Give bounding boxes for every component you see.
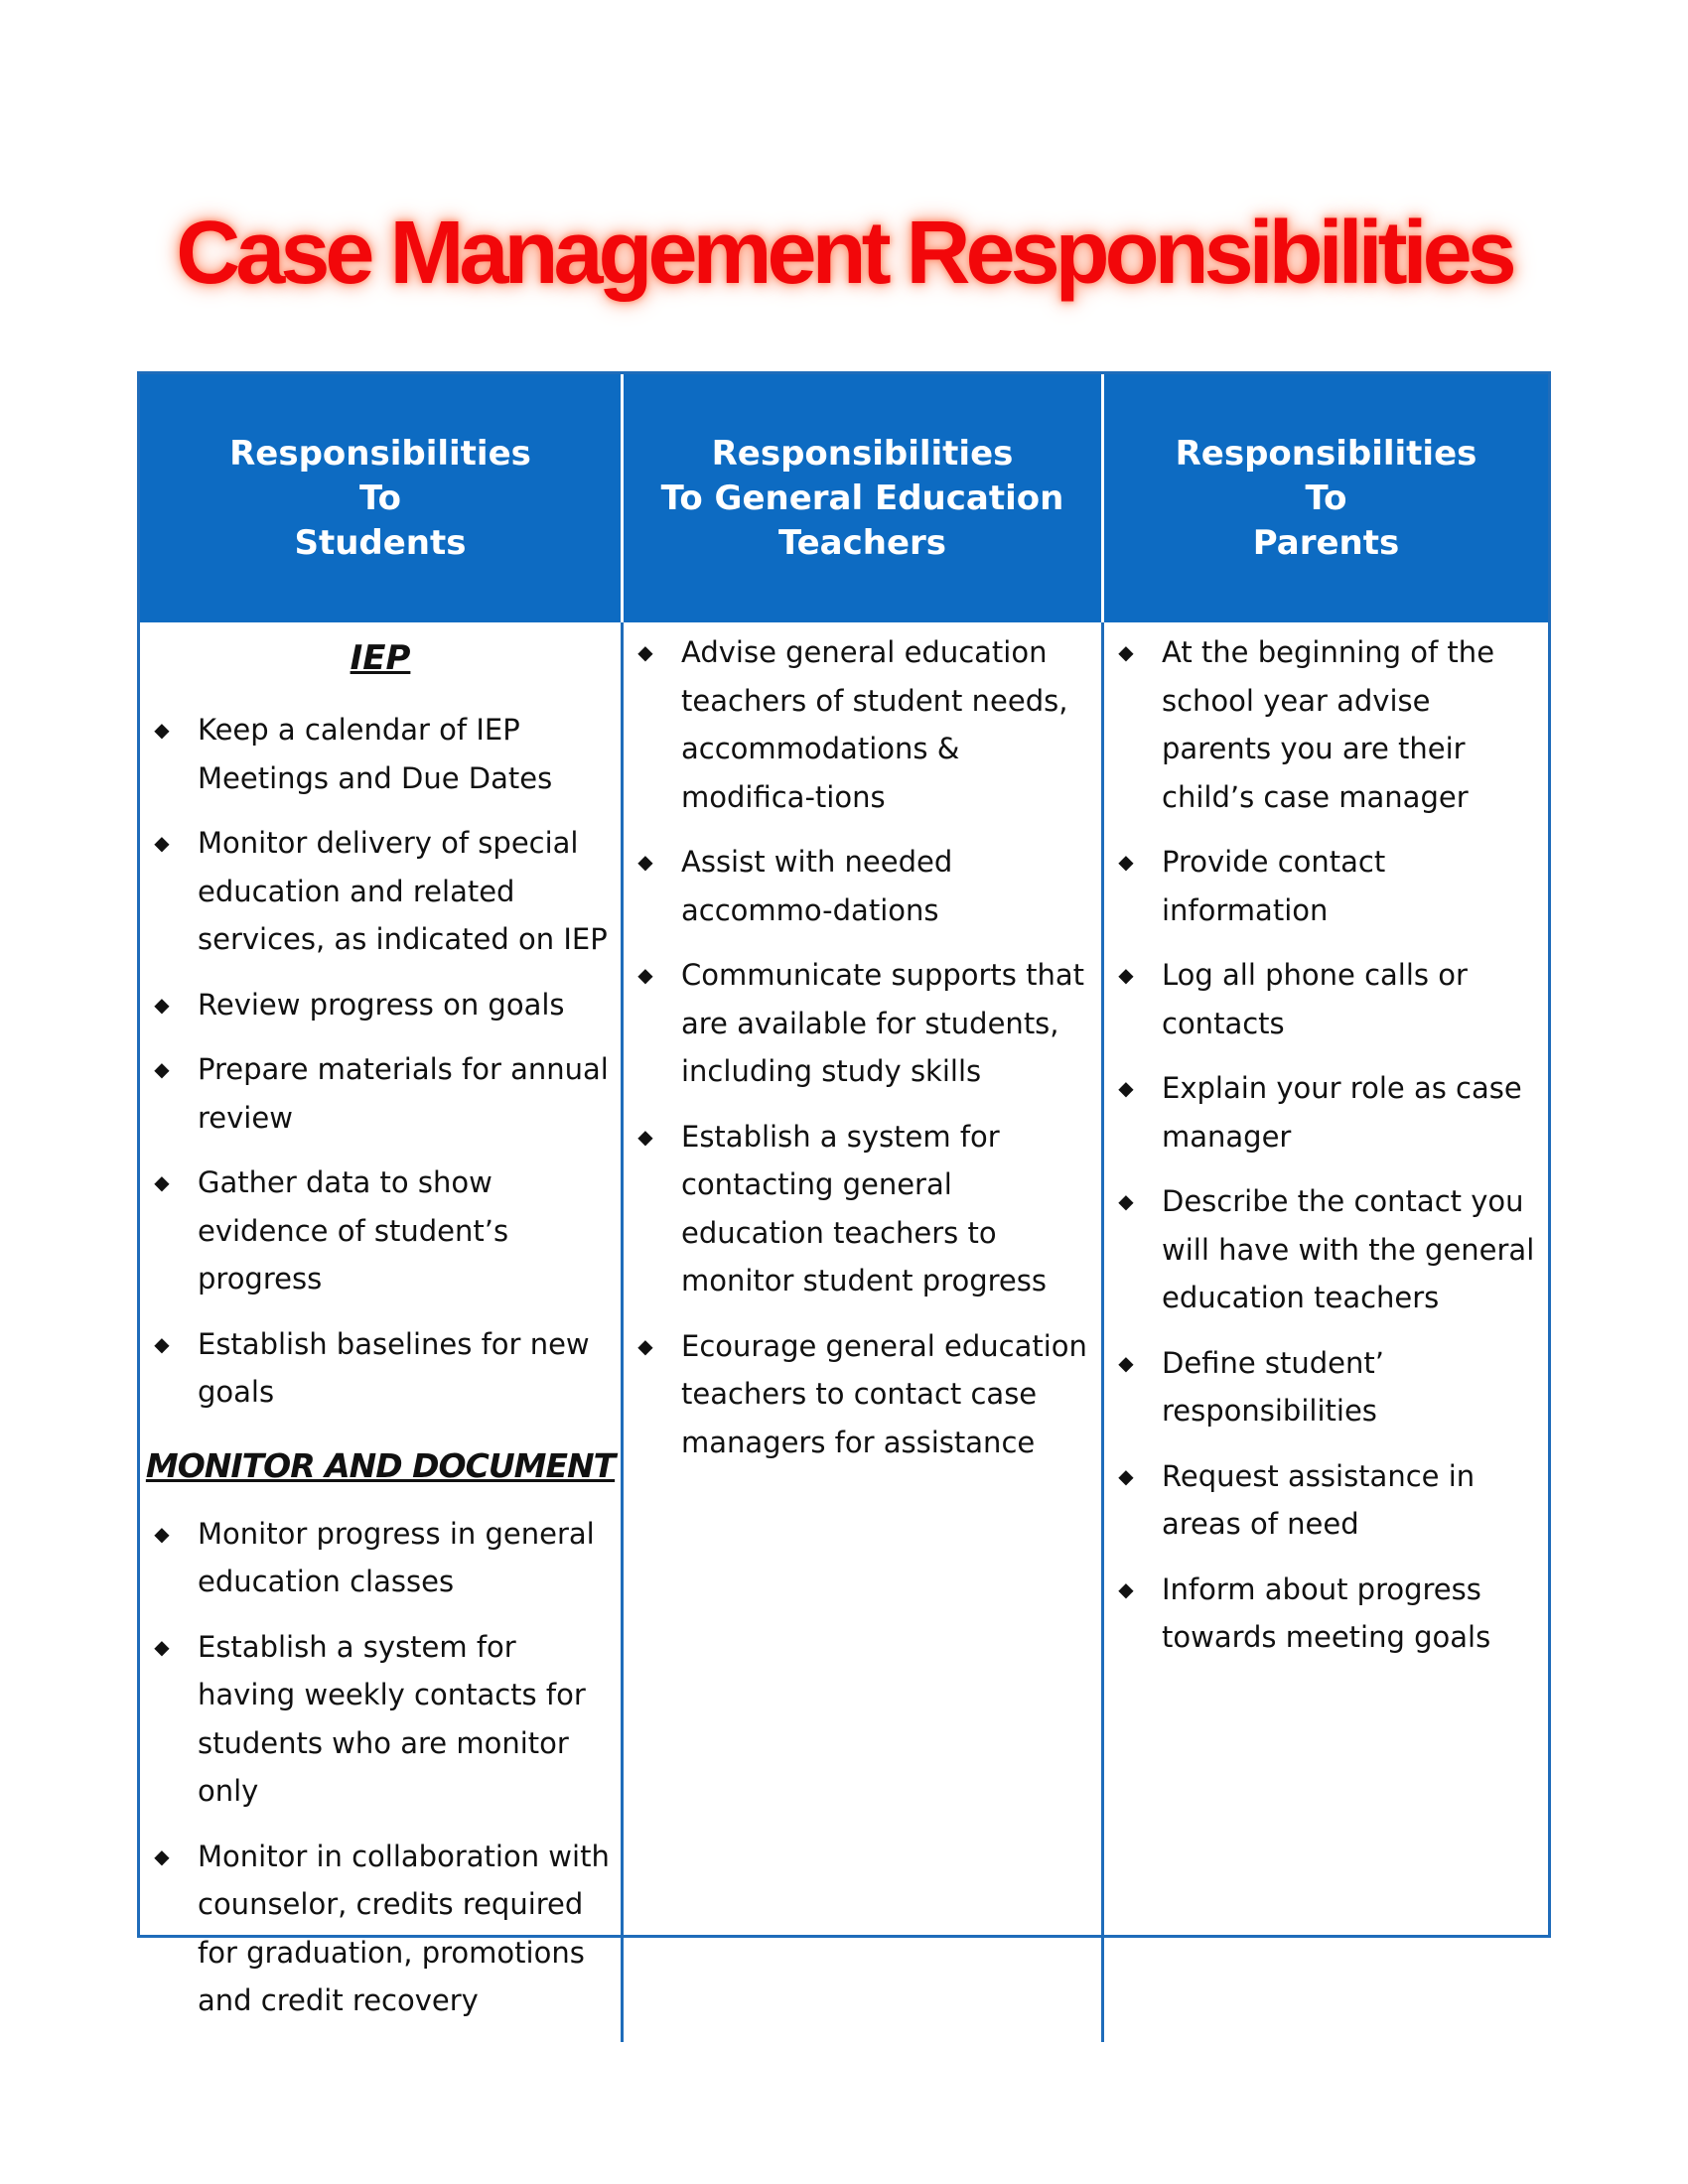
- list-item-text: Monitor in collaboration with counselor, credits required for graduation, promotions and credit recovery: [198, 1839, 610, 2017]
- diamond-bullet-icon: ◆: [154, 831, 170, 855]
- diamond-bullet-icon: ◆: [1118, 963, 1134, 987]
- list-item: [140, 1510, 621, 1606]
- diamond-bullet-icon: ◆: [154, 1843, 170, 1868]
- diamond-bullet-icon: ◆: [1118, 640, 1134, 664]
- list-item: [1104, 1566, 1548, 1662]
- diamond-bullet-icon: ◆: [154, 992, 170, 1017]
- list-item-text: Establish a system for having weekly contacts for students who are monitor only: [198, 1629, 586, 1808]
- monitor-section-title: MONITOR AND DOCUMENT: [145, 1445, 616, 1485]
- list-item: [1104, 838, 1548, 934]
- list-item-text: Monitor progress in general education classes: [198, 1516, 595, 1598]
- header-teachers: [621, 374, 1101, 622]
- diamond-bullet-icon: ◆: [637, 963, 653, 987]
- header-line: To General Education: [660, 478, 1064, 518]
- students-column: [140, 622, 621, 2042]
- iep-section-title: IEP: [350, 638, 411, 678]
- list-item-text: Establish a system for contacting general education teachers to monitor student progress: [681, 1119, 1047, 1297]
- header-line: Responsibilities: [229, 433, 531, 474]
- header-line: To: [358, 478, 402, 518]
- diamond-bullet-icon: ◆: [637, 1124, 653, 1149]
- list-item-text: Define student’ responsibilities: [1162, 1345, 1384, 1428]
- list-item-text: Communicate supports that are available for students, including study skills: [681, 958, 1085, 1088]
- list-item-text: Inform about progress towards meeting goals: [1162, 1571, 1491, 1654]
- list-item: [1104, 1452, 1548, 1549]
- list-item-text: Establish baselines for new goals: [198, 1326, 590, 1409]
- list-item-text: Monitor delivery of special education and related services, as indicated on IEP: [198, 826, 608, 956]
- list-item-text: Provide contact information: [1162, 845, 1386, 927]
- list-item-text: Gather data to show evidence of student’s progress: [198, 1165, 509, 1296]
- diamond-bullet-icon: ◆: [1118, 1350, 1134, 1375]
- list-item-text: Request assistance in areas of need: [1162, 1458, 1476, 1541]
- header-parents: [1101, 374, 1548, 622]
- list-item: [624, 838, 1101, 934]
- list-item-text: Log all phone calls or contacts: [1162, 958, 1468, 1040]
- header-line: Responsibilities: [1175, 433, 1477, 474]
- diamond-bullet-icon: ◆: [154, 1170, 170, 1194]
- list-item: [140, 1623, 621, 1816]
- diamond-bullet-icon: ◆: [1118, 1076, 1134, 1100]
- responsibilities-table: [137, 371, 1551, 2017]
- list-item: [140, 706, 621, 802]
- list-item: [140, 1045, 621, 1142]
- header-line: Students: [294, 522, 467, 563]
- diamond-bullet-icon: ◆: [154, 1634, 170, 1659]
- header-line: Responsibilities: [711, 433, 1014, 474]
- page-title: Case Management Responsibilities: [176, 204, 1512, 303]
- list-item-text: Assist with needed accommo-dations: [681, 845, 953, 927]
- parents-column: [1101, 622, 1548, 2042]
- list-item-text: Keep a calendar of IEP Meetings and Due Dates: [198, 713, 553, 795]
- list-item: [140, 1320, 621, 1417]
- iep-list: [140, 706, 621, 1417]
- diamond-bullet-icon: ◆: [1118, 1463, 1134, 1488]
- list-item: [140, 1833, 621, 2025]
- monitor-list: [140, 1510, 621, 2025]
- list-item: [1104, 1064, 1548, 1160]
- list-item-text: Advise general education teachers of student needs, accommodations & modifica-tions: [681, 635, 1068, 814]
- list-item: [1104, 951, 1548, 1047]
- list-item: [1104, 1177, 1548, 1322]
- header-line: Parents: [1252, 522, 1400, 563]
- list-item: [140, 1159, 621, 1303]
- list-item-text: Review progress on goals: [198, 987, 565, 1022]
- list-item-text: Prepare materials for annual review: [198, 1052, 609, 1135]
- list-item: [624, 1322, 1101, 1467]
- list-item-text: Ecourage general education teachers to contact case managers for assistance: [681, 1328, 1087, 1459]
- list-item: [140, 819, 621, 964]
- list-item-text: Explain your role as case manager: [1162, 1071, 1522, 1154]
- list-item: [1104, 1339, 1548, 1435]
- diamond-bullet-icon: ◆: [637, 640, 653, 664]
- list-item: [1104, 628, 1548, 821]
- diamond-bullet-icon: ◆: [637, 850, 653, 874]
- diamond-bullet-icon: ◆: [1118, 1576, 1134, 1601]
- teachers-column: [621, 622, 1101, 2042]
- diamond-bullet-icon: ◆: [1118, 850, 1134, 874]
- diamond-bullet-icon: ◆: [637, 1333, 653, 1358]
- diamond-bullet-icon: ◆: [154, 718, 170, 742]
- diamond-bullet-icon: ◆: [154, 1331, 170, 1356]
- header-students: [140, 374, 621, 622]
- teachers-list: [624, 628, 1101, 1466]
- diamond-bullet-icon: ◆: [1118, 1189, 1134, 1213]
- list-item-text: Describe the contact you will have with the general education teachers: [1162, 1184, 1535, 1314]
- list-item: [624, 1113, 1101, 1305]
- header-line: To: [1305, 478, 1347, 518]
- parents-list: [1104, 628, 1548, 1662]
- diamond-bullet-icon: ◆: [154, 1057, 170, 1081]
- list-item: [624, 628, 1101, 821]
- list-item: [140, 981, 621, 1029]
- diamond-bullet-icon: ◆: [154, 1521, 170, 1546]
- list-item: [624, 951, 1101, 1096]
- list-item-text: At the beginning of the school year advise parents you are their child’s case manager: [1162, 635, 1495, 814]
- header-line: Teachers: [777, 522, 947, 563]
